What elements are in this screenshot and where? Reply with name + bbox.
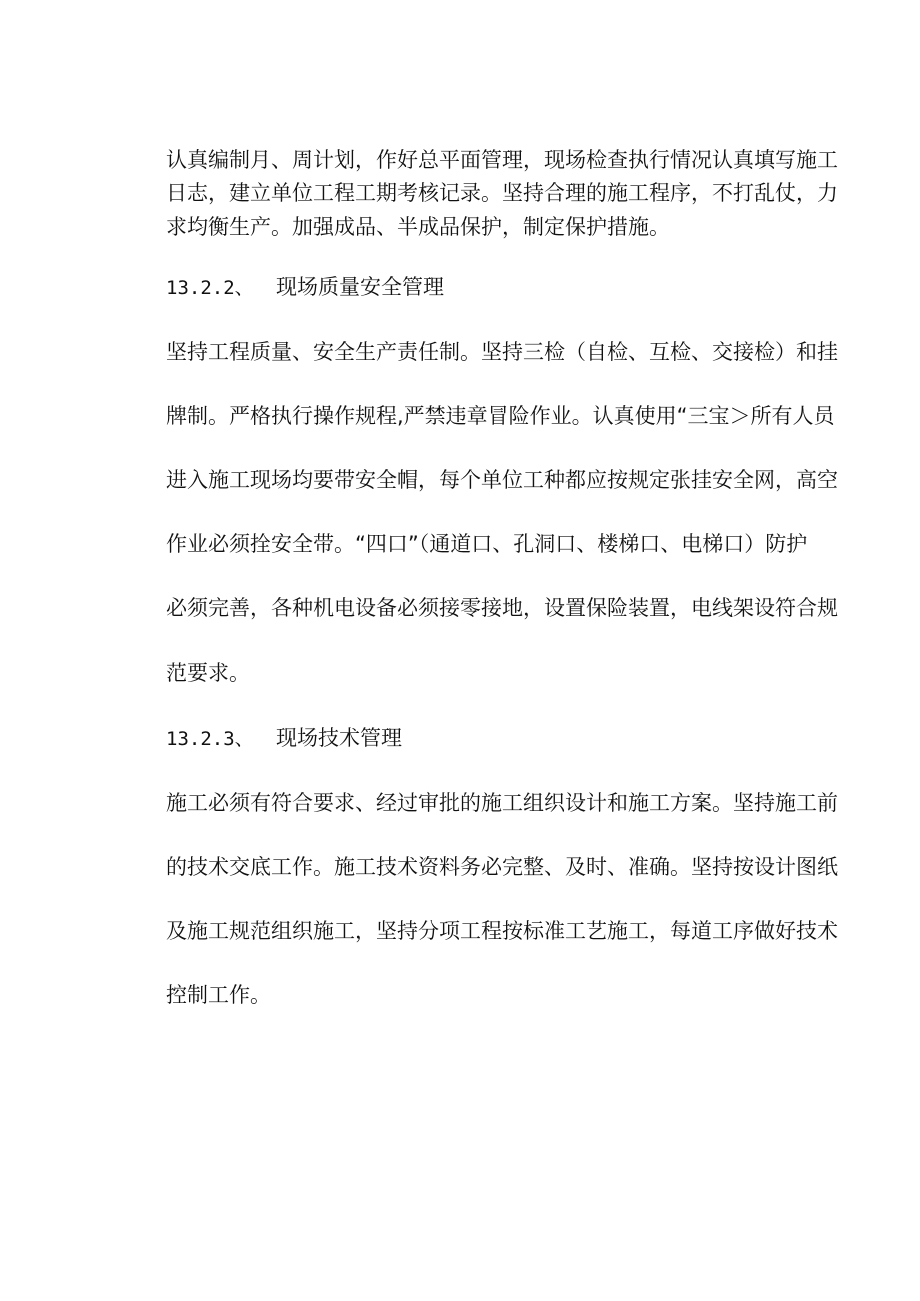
paragraph-line: 求均衡生产。加强成品、半成品保护，制定保护措施。: [166, 215, 670, 239]
paragraph-line: 施工必须有符合要求、经过审批的施工组织设计和施工方案。坚持施工前: [166, 791, 838, 815]
section-number: 13.2.2、: [166, 277, 254, 299]
paragraph-line: 控制工作。: [166, 983, 271, 1007]
paragraph-line: 必须完善，各种机电设备必须接零接地，设置保险装置，电线架设符合规: [166, 596, 838, 620]
paragraph-line: 的技术交底工作。施工技术资料务必完整、及时、准确。坚持按设计图纸: [166, 855, 838, 879]
section-heading-13-2-2: [166, 273, 444, 302]
section-title: 现场技术管理: [276, 726, 402, 750]
paragraph-line: 作业必须拴安全带。“四口”（通道口、孔洞口、楼梯口、电梯口）防护: [166, 532, 808, 556]
paragraph-line: 认真编制月、周计划，作好总平面管理，现场检查执行情况认真填写施工: [166, 148, 838, 172]
paragraph-line: 进入施工现场均要带安全帽，每个单位工种都应按规定张挂安全网，高空: [166, 468, 838, 492]
paragraph-line: 坚持工程质量、安全生产责任制。坚持三检（自检、互检、交接检）和挂: [166, 340, 838, 364]
paragraph-line: 日志，建立单位工程工期考核记录。坚持合理的施工程序，不打乱仗，力: [166, 181, 838, 205]
section-title: 现场质量安全管理: [276, 275, 444, 299]
section-number: 13.2.3、: [166, 728, 254, 750]
paragraph-line: 范要求。: [166, 661, 250, 685]
paragraph-line: 牌制。严格执行操作规程,严禁违章冒险作业。认真使用“三宝＞所有人员: [166, 404, 835, 428]
section-heading-13-2-3: [166, 724, 402, 753]
paragraph-line: 及施工规范组织施工，坚持分项工程按标准工艺施工，每道工序做好技术: [166, 919, 838, 943]
